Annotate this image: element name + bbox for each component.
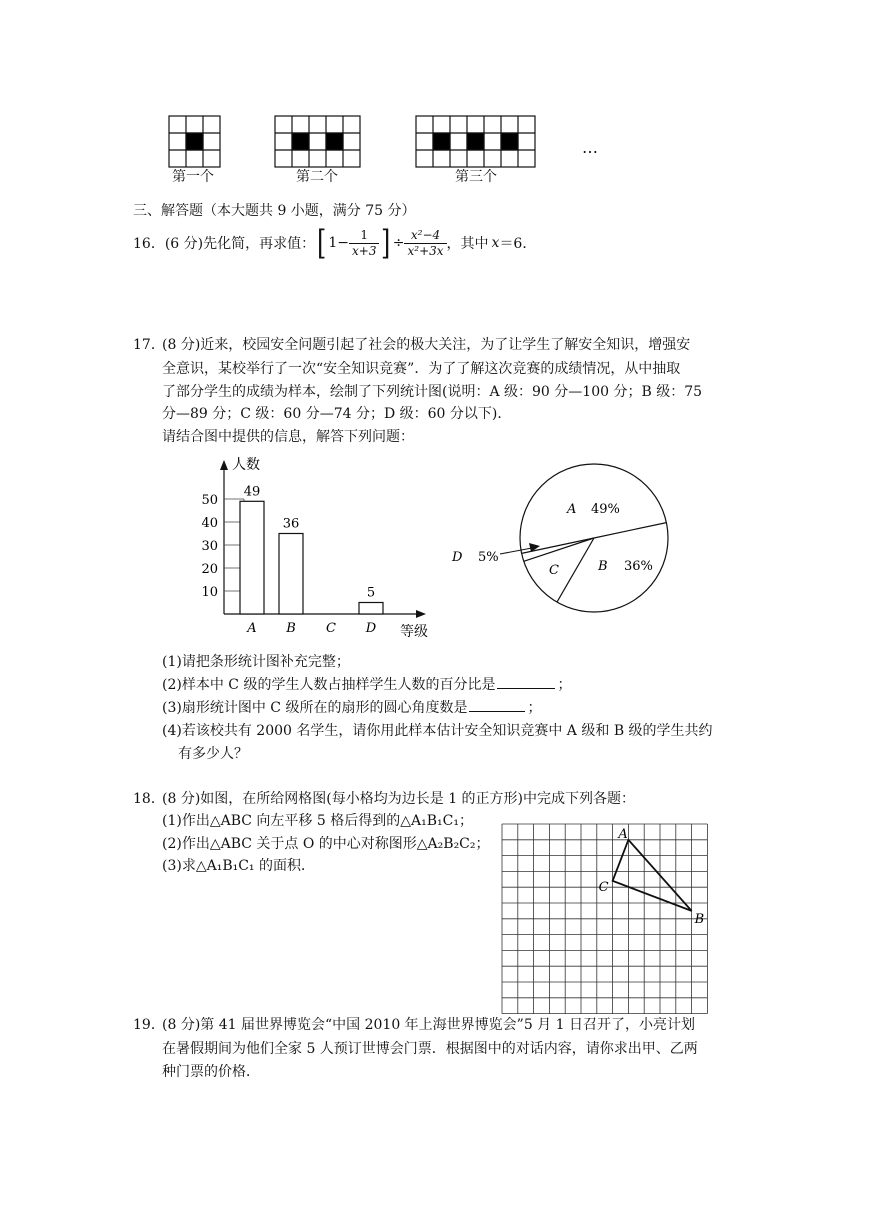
fraction-numerator: x²−4 (404, 228, 446, 244)
pattern-2 (275, 116, 360, 167)
y-tick-label: 20 (201, 562, 218, 577)
question-18-line-3: (2)作出△ABC 关于点 O 的中心对称图形△A₂B₂C₂； (162, 836, 490, 852)
vertex-label-c: C (598, 879, 609, 895)
question-17-line-4: 分—89 分；C 级：60 分—74 分；D 级：60 分以下)． (162, 406, 512, 422)
question-17-line-3: 了部分学生的成绩为样本，绘制了下列统计图(说明：A 级：90 分—100 分；B 级：75 (162, 384, 703, 400)
fraction-1 (349, 228, 379, 259)
question-17-line-2: 全意识，某校举行了一次“安全知识竞赛”．为了了解这次竞赛的成绩情况，从中抽取 (162, 361, 681, 377)
semicolon: ； (557, 677, 572, 693)
x-tick-label: B (286, 621, 296, 636)
bar-B (279, 534, 303, 615)
question-18-number: 18． (133, 791, 165, 807)
pattern-label-3: 第三个 (455, 169, 497, 185)
x-tick-label: D (365, 621, 377, 636)
sub-question-1: (1)请把条形统计图补充完整； (162, 654, 350, 670)
pattern-1 (169, 116, 220, 167)
vertex-label-a: A (618, 826, 628, 842)
fraction-denominator: x+3 (352, 243, 377, 258)
bar-chart (190, 452, 450, 642)
question-18-line-2: (1)作出△ABC 向左平移 5 格后得到的△A₁B₁C₁； (162, 813, 473, 829)
question-19-line-2: 在暑假期间为他们全家 5 人预订世博会门票．根据图中的对话内容，请你求出甲、乙两 (162, 1041, 698, 1057)
right-bracket: ] (381, 223, 391, 263)
y-axis-arrow (220, 460, 228, 470)
pattern-3 (416, 116, 535, 167)
answer-blank[interactable] (469, 697, 525, 712)
question-16 (133, 224, 536, 262)
y-tick-label: 30 (201, 539, 218, 554)
question-17-line-5: 请结合图中提供的信息，解答下列问题： (162, 429, 414, 445)
question-19-line-3: 种门票的价格． (162, 1064, 260, 1080)
variable-x: x (491, 235, 500, 251)
grid-figure (496, 818, 716, 1018)
question-19-line-1: (8 分)第 41 届世界博览会“中国 2010 年上海世界博览会”5 月 1 日召开了，小亮计划 (162, 1017, 696, 1033)
fraction-numerator: 1 (349, 228, 379, 244)
sub-question-3 (162, 697, 541, 717)
y-axis-label: 人数 (232, 457, 260, 473)
pattern-label-1: 第一个 (172, 169, 214, 185)
divide-sign: ÷ (392, 235, 405, 251)
slice-label-A: A (567, 502, 577, 517)
pattern-label-2: 第二个 (296, 169, 338, 185)
sub-question-4-cont: 有多少人？ (178, 746, 248, 762)
question-19-number: 19． (133, 1017, 165, 1033)
one-minus: 1− (328, 235, 350, 251)
pattern-ellipsis: … (582, 138, 598, 157)
section-heading: 三、解答题（本大题共 9 小题，满分 75 分） (133, 203, 416, 219)
vertex-label-b: B (694, 911, 705, 927)
triangle-abc (613, 840, 692, 911)
question-text: (6 分)先化简，再求值： (164, 236, 316, 252)
fraction-denominator: x²+3x (407, 243, 444, 258)
left-bracket: [ (317, 223, 327, 263)
x-tick-label: A (247, 621, 257, 636)
question-number: 16． (133, 236, 165, 252)
value-text: ＝6． (499, 236, 537, 252)
sub-question-text: (3)扇形统计图中 C 级所在的扇形的圆心角度数是 (162, 700, 468, 716)
data-label: 49 (243, 484, 261, 500)
bar-D (359, 603, 383, 615)
sub-question-4: (4)若该校共有 2000 名学生，请你用此样本估计安全知识竞赛中 A 级和 B 级的学生共约 (162, 723, 713, 739)
sub-question-2 (162, 674, 571, 694)
bar-A (240, 501, 264, 614)
slice-value-B: 36% (624, 559, 653, 574)
question-18-line-1: (8 分)如图，在所给网格图(每小格均为边长是 1 的正方形)中完成下列各题： (162, 791, 636, 807)
question-17-line-1: (8 分)近来，校园安全问题引起了社会的极大关注，为了让学生了解安全知识，增强安 (162, 337, 691, 353)
slice-value-D: 5% (478, 550, 499, 565)
pattern-figures (160, 110, 640, 190)
semicolon: ； (527, 700, 542, 716)
slice-label-D: D (452, 550, 463, 565)
data-label: 36 (282, 516, 300, 532)
y-tick-label: 10 (201, 585, 218, 600)
y-tick-label: 50 (201, 493, 218, 508)
pie-chart (440, 456, 680, 616)
x-axis-label: 等级 (400, 624, 428, 640)
x-axis-arrow (416, 610, 426, 618)
x-tick-label: C (326, 621, 336, 636)
where-text: ，其中 (446, 236, 489, 252)
sub-question-text: (2)样本中 C 级的学生人数占抽样学生人数的百分比是 (162, 677, 496, 693)
question-17-number: 17． (133, 337, 165, 353)
question-18-line-4: (3)求△A₁B₁C₁ 的面积． (162, 858, 315, 874)
fraction-2 (404, 228, 446, 259)
slice-label-C: C (549, 563, 559, 578)
slice-value-A: 49% (591, 502, 620, 517)
data-label: 5 (366, 585, 376, 601)
y-tick-label: 40 (201, 516, 218, 531)
answer-blank[interactable] (497, 674, 555, 689)
slice-label-B: B (598, 559, 608, 574)
